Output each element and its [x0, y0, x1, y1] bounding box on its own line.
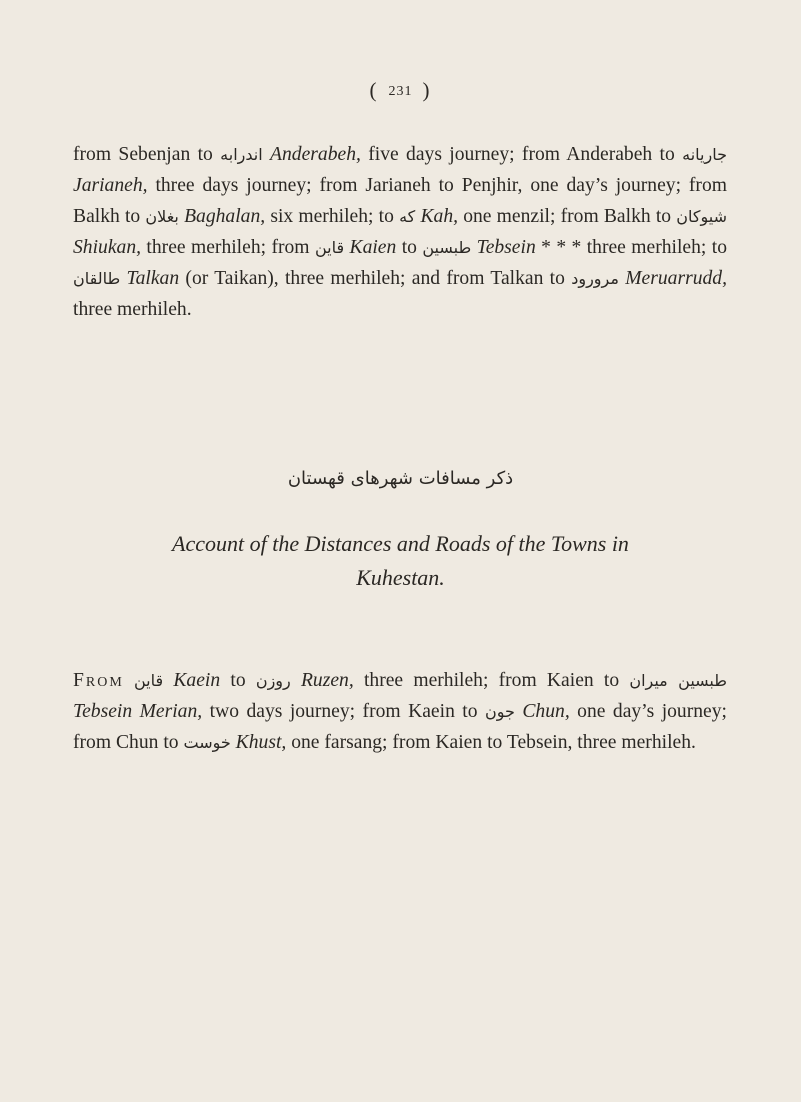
- arabic-place-name: جون: [485, 701, 515, 721]
- page-number-close-paren: ): [422, 78, 432, 102]
- page-number: [0, 78, 801, 103]
- page-number-open-paren: (: [369, 78, 379, 102]
- text-run: three merhileh; from: [141, 236, 315, 258]
- arabic-section-heading: ذكر مسافات شهرهاى قهستان: [287, 468, 514, 489]
- place-name: Chun,: [522, 700, 570, 722]
- arabic-place-name: روزن: [255, 670, 291, 690]
- text-run: five days journey; from Anderabeh to: [360, 143, 683, 165]
- text-run: (or Taikan), three merhileh; and from Talkan to: [179, 267, 572, 289]
- text-run: three days journey; from Jarianeh to Penjhir, one day’s journey; from Balkh to: [73, 174, 727, 227]
- place-name: Ruzen,: [300, 669, 354, 691]
- arabic-place-name: خوست: [183, 732, 231, 752]
- arabic-place-name: طبسين: [422, 237, 472, 257]
- arabic-place-name: طبسين ميران: [629, 670, 727, 690]
- place-name: Kaein: [173, 669, 221, 691]
- arabic-place-name: قاين: [134, 670, 164, 690]
- place-name: Baghalan,: [184, 205, 266, 227]
- text-run: two days journey; from Kaein to: [202, 700, 485, 722]
- arabic-place-name: طالقان: [73, 268, 121, 288]
- lead-word: From: [73, 669, 124, 691]
- text-run: one menzil; from Balkh to: [458, 205, 677, 227]
- arabic-place-name: شيوكان: [676, 206, 728, 226]
- text-run: * * * three merhileh; to: [535, 236, 727, 258]
- section-heading-line-1: Account of the Distances and Roads of the Towns in: [172, 531, 629, 556]
- place-name: Anderabeh,: [270, 143, 361, 165]
- arabic-place-name: جاريانه: [682, 144, 727, 164]
- place-name: Jarianeh,: [73, 174, 148, 196]
- arabic-place-name: قاين: [314, 237, 345, 257]
- place-name: Tebsein: [476, 236, 536, 258]
- text-run: from Sebenjan to: [73, 143, 221, 165]
- itinerary-paragraph-1: [73, 139, 727, 325]
- place-name: Kah,: [420, 205, 459, 227]
- place-name: Shiukan,: [73, 236, 142, 258]
- arabic-place-name: كه: [399, 206, 416, 226]
- page-number-value: 231: [388, 84, 413, 99]
- place-name: Meruarrudd,: [625, 267, 727, 289]
- text-run: to: [396, 236, 423, 258]
- arabic-place-name: بغلان: [145, 206, 179, 226]
- text-run: three merhileh.: [73, 298, 192, 320]
- place-name: Tebsein Merian,: [73, 700, 203, 722]
- place-name: Kaien: [349, 236, 397, 258]
- text-run: three merhileh; from Kaien to: [353, 669, 630, 691]
- section-heading: [0, 527, 801, 595]
- arabic-place-name: مرورود: [571, 268, 619, 288]
- itinerary-paragraph-2: [73, 665, 727, 758]
- text-run: to: [220, 669, 256, 691]
- section-heading-line-2: Kuhestan.: [356, 565, 445, 590]
- place-name: Khust,: [235, 731, 287, 753]
- text-run: six merhileh; to: [265, 205, 400, 227]
- place-name: Talkan: [126, 267, 180, 289]
- arabic-place-name: اندرابه: [220, 144, 263, 164]
- text-run: one farsang; from Kaien to Tebsein, three merhileh.: [286, 731, 696, 753]
- text-run: one day’s journey; from Chun to: [73, 700, 727, 753]
